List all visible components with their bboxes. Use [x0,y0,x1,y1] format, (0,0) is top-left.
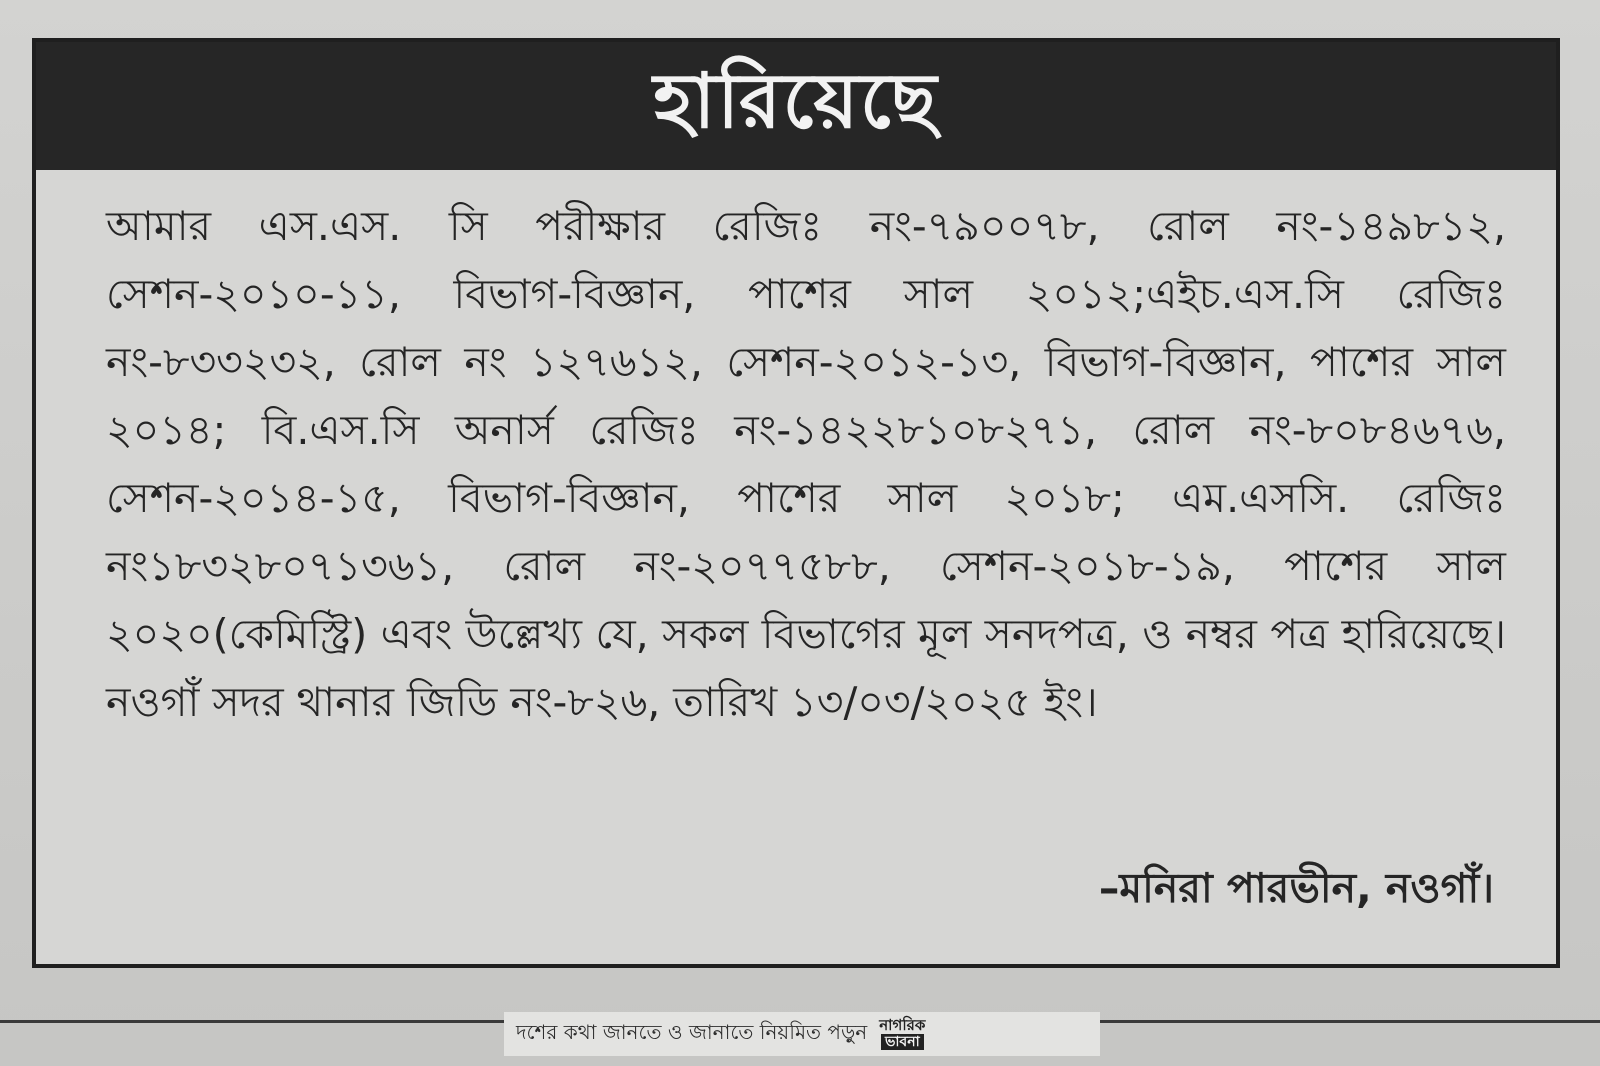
footer-banner [504,1012,1100,1056]
lost-notice-box [32,38,1560,968]
logo-text-top: নাগরিক [879,1016,926,1034]
notice-header-band [36,42,1556,170]
notice-signature: –মনিরা পারভীন, নওগাঁ। [1098,864,1494,912]
notice-body-text: আমার এস.এস. সি পরীক্ষার রেজিঃ নং-৭৯০০৭৮, রোল নং-১৪৯৮১২, সেশন-২০১০-১১, বিভাগ-বিজ্ঞান, পাশের সাল ২০১২;এইচ.এস.সি রেজিঃ নং-৮৩৩২৩২, রোল নং ১২৭৬১২, সেশন-২০১২-১৩, বিভাগ-বিজ্ঞান, পাশের সাল ২০১৪; বি.এস.সি অনার্স রেজিঃ নং-১৪২২৮১০৮২৭১, রোল নং-৮০৮৪৬৭৬, সেশন-২০১৪-১৫, বিভাগ-বিজ্ঞান, পাশের সাল ২০১৮; এম.এসসি. রেজিঃ নং১৮৩২৮০৭১৩৬১, রোল নং-২০৭৭৫৮৮, সেশন-২০১৮-১৯, পাশের সাল ২০২০(কেমিস্ট্রি) এবং উল্লেখ্য যে, সকল বিভাগের মূল সনদপত্র, ও নম্বর পত্র হারিয়েছে। নওগাঁ সদর থানার জিডি নং-৮২৬, তারিখ ১৩/০৩/২০২৫ ইং। [106,202,1506,726]
notice-title: হারিয়েছে [653,56,939,145]
newspaper-logo [879,1018,925,1050]
logo-text-bottom: ভাবনা [881,1034,924,1050]
footer-slogan: দশের কথা জানতে ও জানাতে নিয়মিত পড়ুন [516,1019,868,1044]
